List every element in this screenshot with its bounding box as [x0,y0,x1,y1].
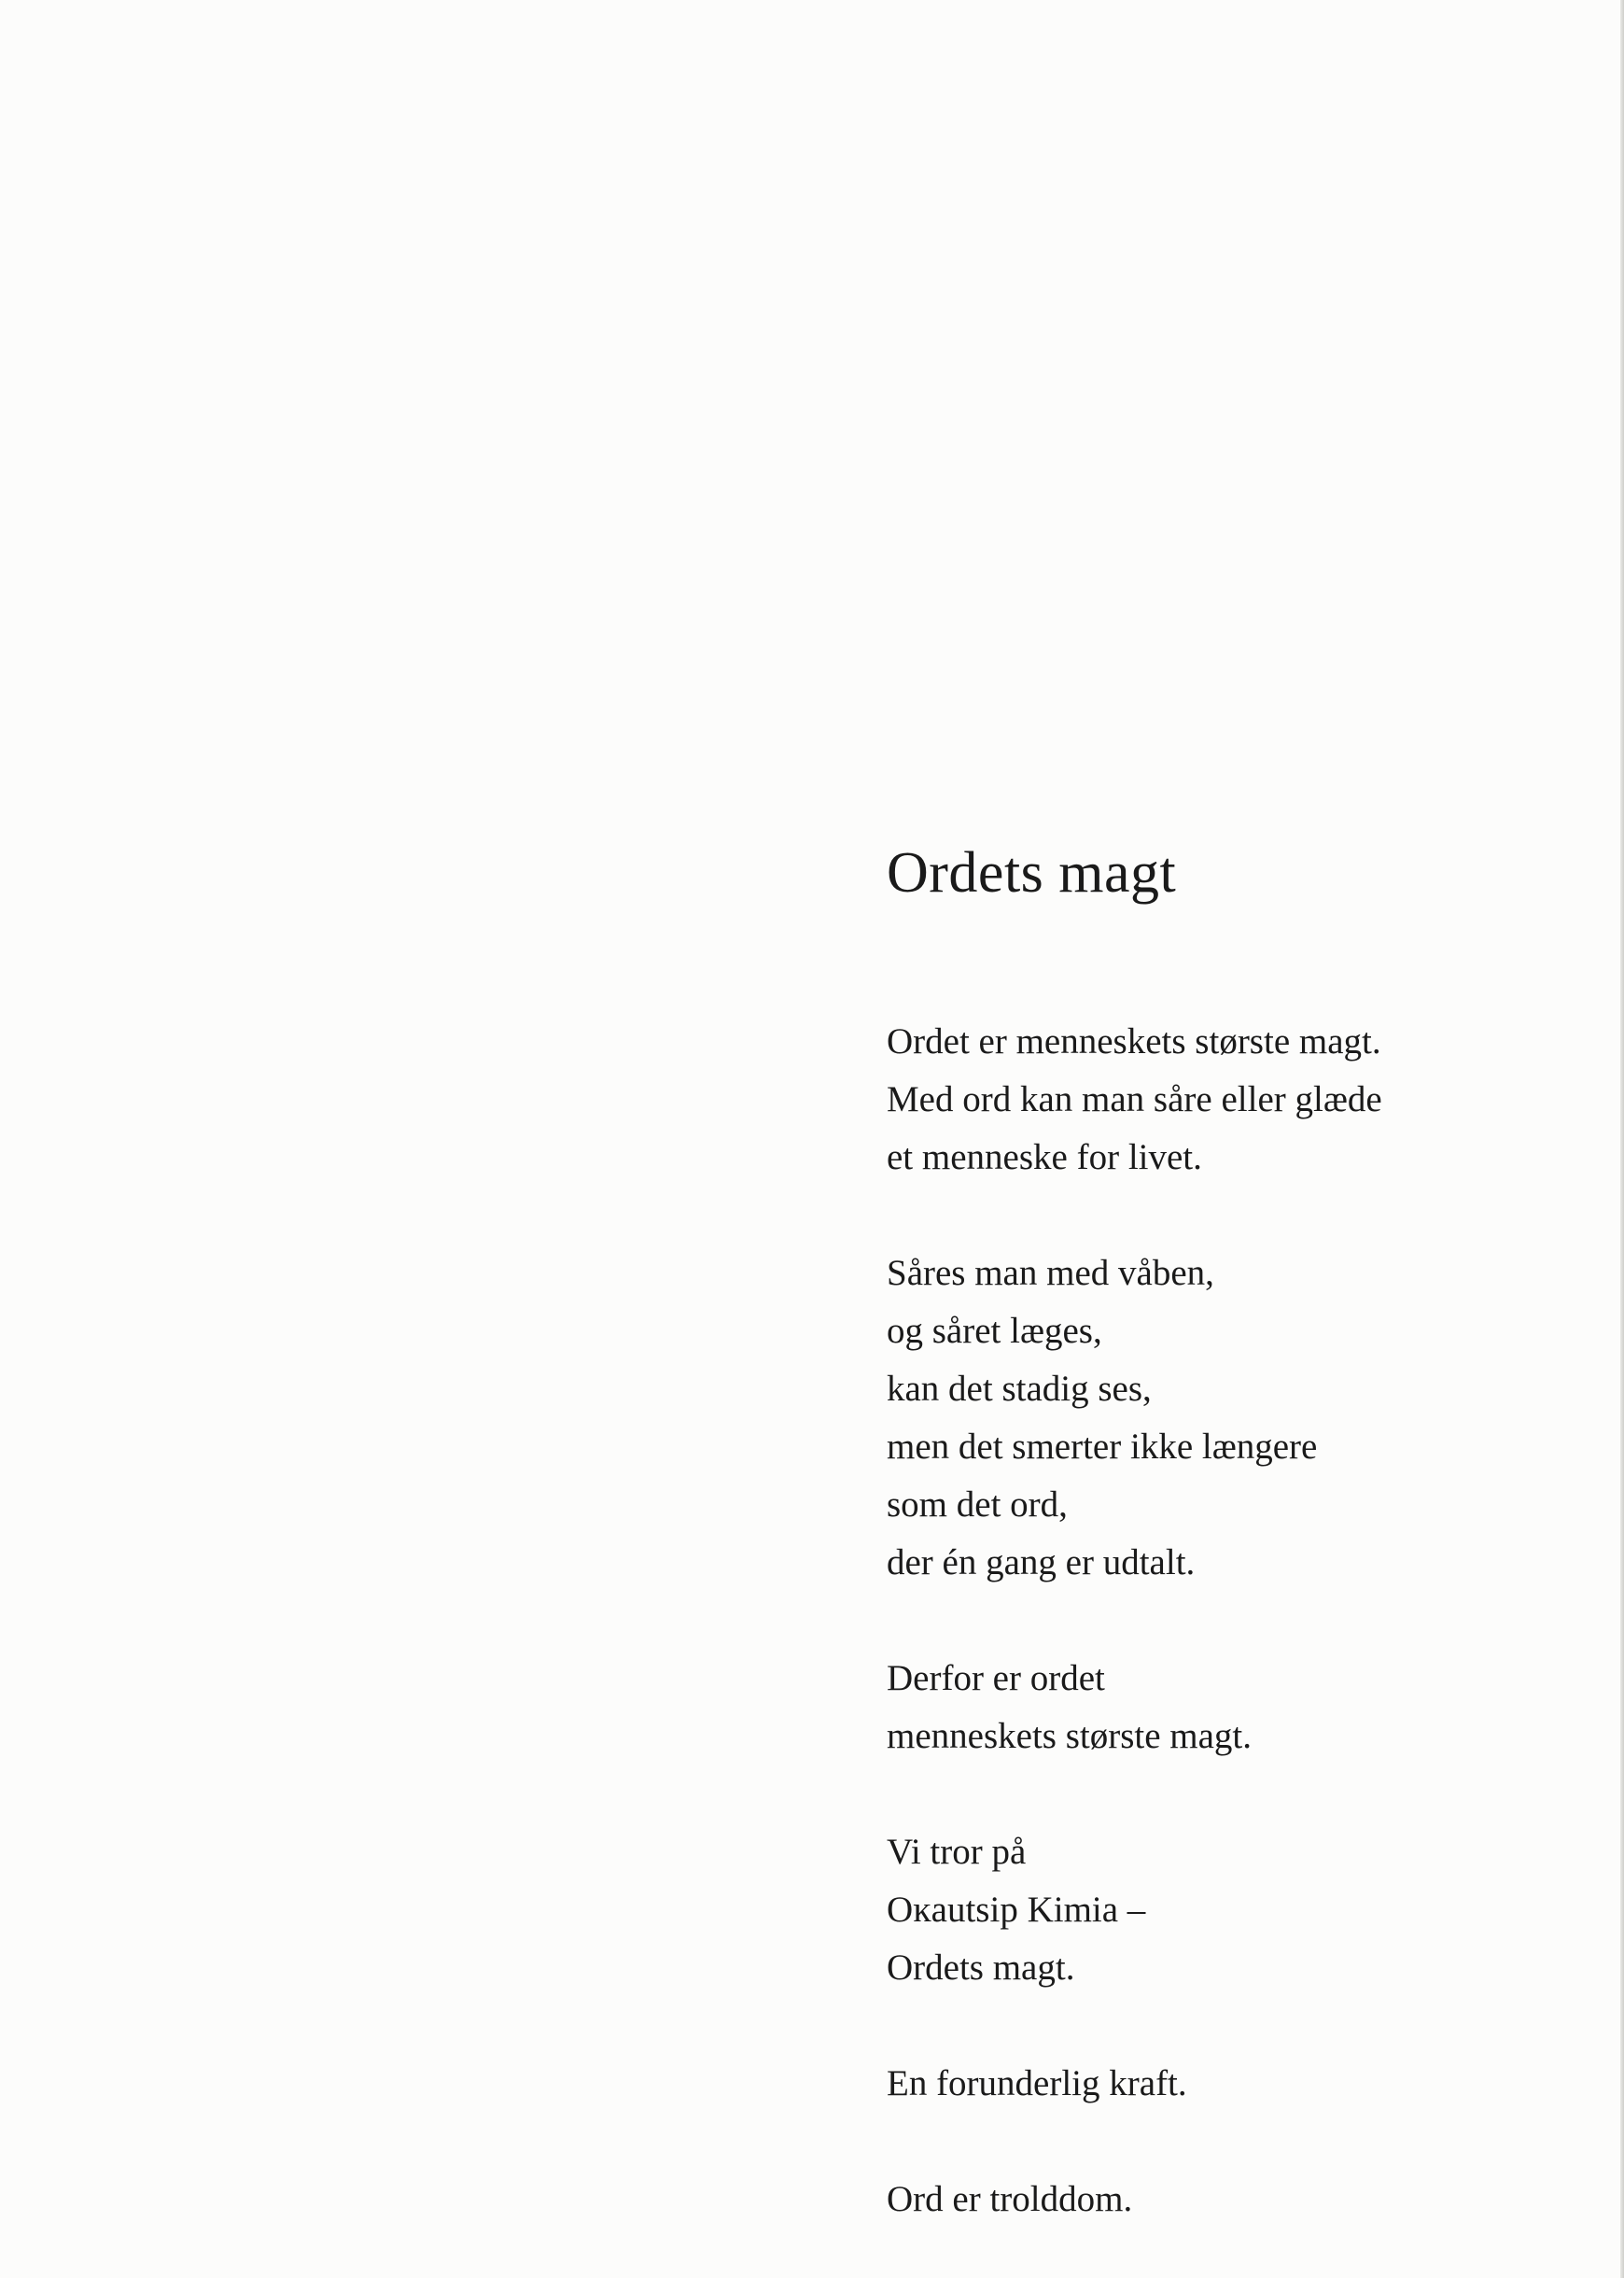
poem-line: Vi tror på [887,1832,1027,1872]
poem-title: Ordets magt [887,841,1177,905]
poem-line: Ordet er menneskets største magt. [887,1021,1381,1062]
poem-line: Ordets magt. [887,1948,1075,1988]
poem-line: Såres man med våben, [887,1253,1214,1293]
poem-line: der én gang er udtalt. [887,1542,1196,1582]
poem-line: Oĸautsip Kimia – [887,1890,1146,1930]
poem-line: Med ord kan man såre eller glæde [887,1079,1382,1119]
poem-line: Ord er trolddom. [887,2179,1133,2219]
stanza-6 [887,2171,1559,2229]
poem-line: kan det stadig ses, [887,1369,1152,1409]
page-edge [1620,0,1624,2278]
poem-line: som det ord, [887,1484,1068,1525]
poem-line: menneskets største magt. [887,1716,1253,1756]
stanza-1 [887,1013,1559,1187]
stanza-3 [887,1650,1559,1765]
poem-line: men det smerter ikke længere [887,1427,1318,1467]
poem-line: og såret læges, [887,1311,1102,1351]
poem-line: Derfor er ordet [887,1658,1105,1698]
poem-line: En forunderlig kraft. [887,2063,1187,2103]
stanza-5 [887,2055,1559,2113]
poem-line: et menneske for livet. [887,1137,1202,1177]
poem [887,836,1559,2229]
stanza-4 [887,1823,1559,1997]
stanza-2 [887,1244,1559,1592]
